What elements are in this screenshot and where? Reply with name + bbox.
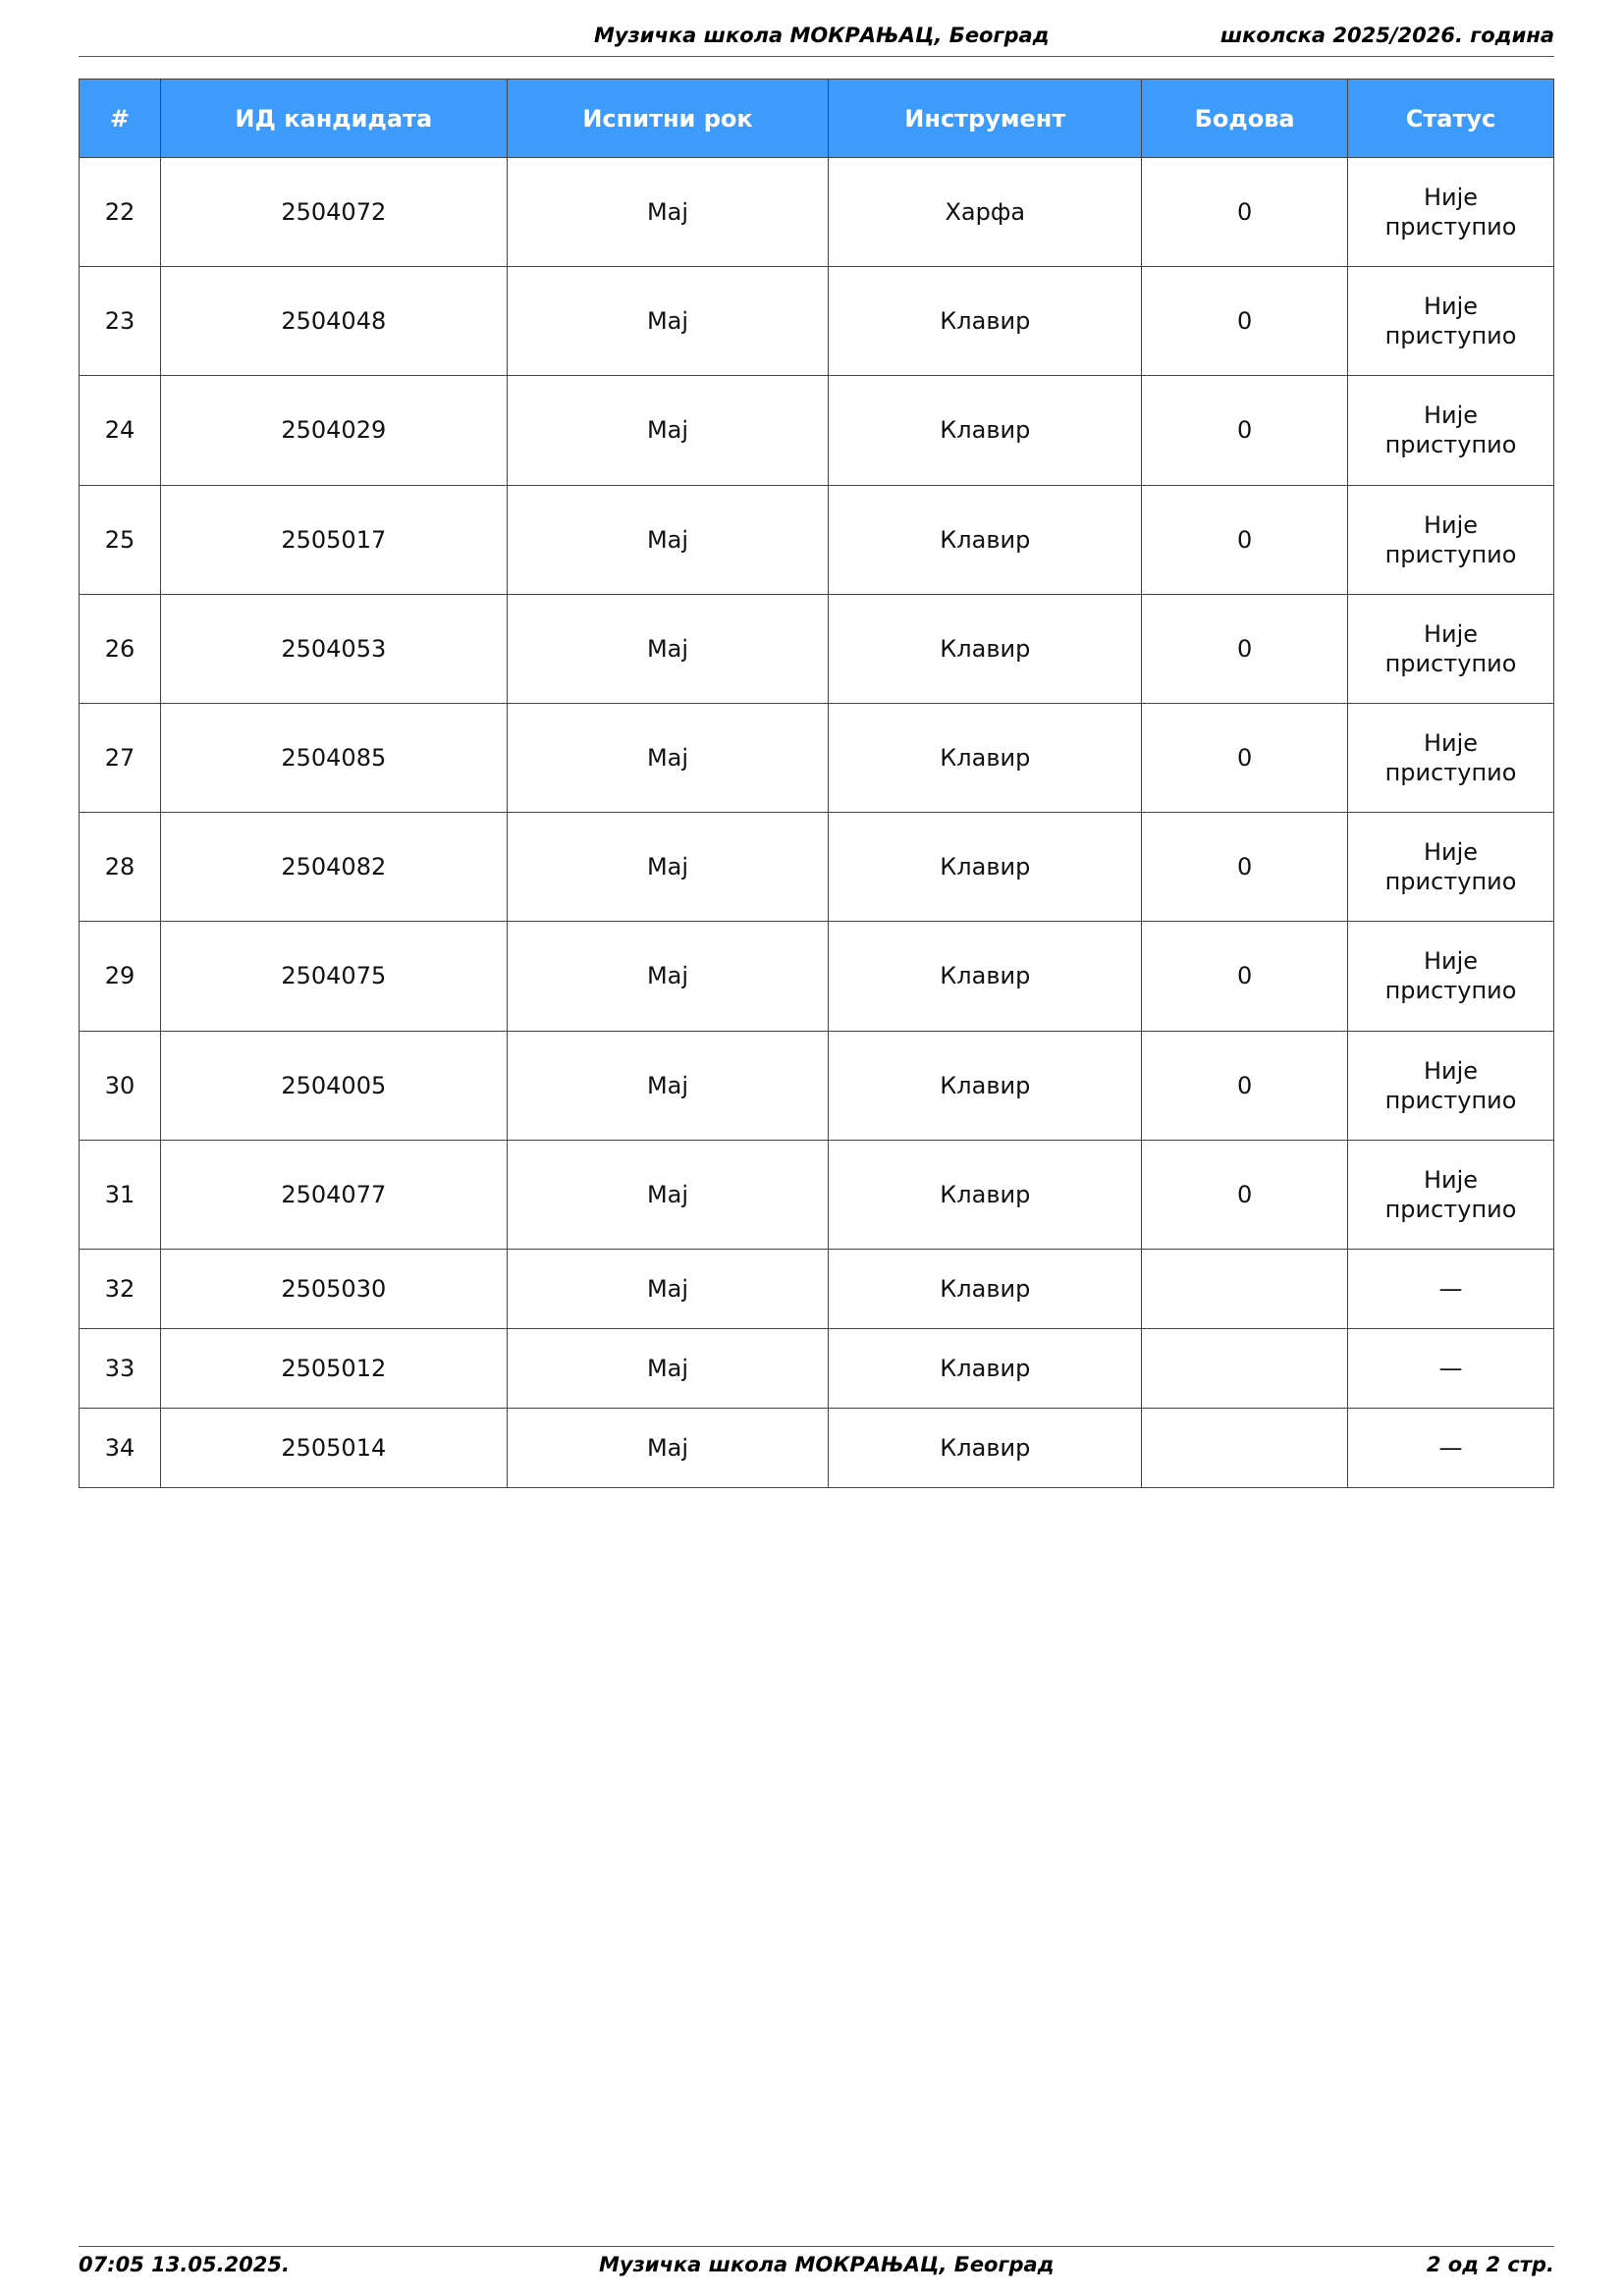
cell-points [1142, 1408, 1348, 1487]
header-school-name: Музичка школа МОКРАЊАЦ, Београд [594, 24, 1050, 47]
cell-instrument: Клавир [829, 1408, 1142, 1487]
cell-number: 32 [80, 1249, 161, 1328]
cell-points [1142, 1249, 1348, 1328]
cell-status [1348, 1249, 1554, 1328]
page-footer [79, 2246, 1554, 2285]
status-text: Није [1423, 619, 1479, 648]
cell-number: 25 [80, 485, 161, 594]
cell-status [1348, 594, 1554, 703]
cell-exam-term: Мај [507, 1408, 829, 1487]
cell-candidate-id: 2504085 [160, 703, 507, 812]
cell-instrument: Клавир [829, 1328, 1142, 1408]
table-row [80, 1328, 1554, 1408]
cell-candidate-id: 2505014 [160, 1408, 507, 1487]
status-text: Није [1423, 510, 1479, 539]
cell-points: 0 [1142, 1031, 1348, 1140]
page-header [79, 22, 1554, 57]
cell-instrument: Клавир [829, 813, 1142, 922]
table-header [80, 80, 1554, 158]
column-header-exam-term: Испитни рок [507, 80, 829, 158]
footer-page-number: 2 од 2 стр. [1426, 2253, 1554, 2276]
cell-candidate-id: 2505017 [160, 485, 507, 594]
cell-exam-term: Мај [507, 813, 829, 922]
table-row [80, 1031, 1554, 1140]
cell-number: 30 [80, 1031, 161, 1140]
table-row [80, 1140, 1554, 1249]
cell-status [1348, 158, 1554, 267]
header-school-year: школска 2025/2026. година [1219, 24, 1554, 47]
cell-number: 28 [80, 813, 161, 922]
cell-points: 0 [1142, 703, 1348, 812]
cell-exam-term: Мај [507, 1328, 829, 1408]
cell-number: 34 [80, 1408, 161, 1487]
cell-exam-term: Мај [507, 1249, 829, 1328]
status-text: — [1438, 1354, 1463, 1382]
column-header-number: # [80, 80, 161, 158]
cell-status [1348, 376, 1554, 485]
status-text: приступио [1384, 431, 1517, 459]
table-row [80, 376, 1554, 485]
cell-instrument: Клавир [829, 922, 1142, 1031]
table-row [80, 813, 1554, 922]
cell-points: 0 [1142, 922, 1348, 1031]
cell-exam-term: Мај [507, 376, 829, 485]
status-text: приступио [1384, 1195, 1517, 1223]
cell-instrument: Клавир [829, 267, 1142, 376]
cell-exam-term: Мај [507, 267, 829, 376]
cell-instrument: Клавир [829, 703, 1142, 812]
cell-status [1348, 703, 1554, 812]
status-text: Није [1423, 838, 1479, 867]
column-header-status: Статус [1348, 80, 1554, 158]
status-text: приступио [1384, 759, 1517, 787]
cell-candidate-id: 2505030 [160, 1249, 507, 1328]
cell-points [1142, 1328, 1348, 1408]
cell-instrument: Клавир [829, 376, 1142, 485]
status-text: Није [1423, 184, 1479, 212]
table-row [80, 485, 1554, 594]
cell-candidate-id: 2504005 [160, 1031, 507, 1140]
cell-instrument: Клавир [829, 1031, 1142, 1140]
cell-instrument: Харфа [829, 158, 1142, 267]
cell-status [1348, 485, 1554, 594]
cell-points: 0 [1142, 594, 1348, 703]
cell-exam-term: Мај [507, 1031, 829, 1140]
cell-number: 22 [80, 158, 161, 267]
cell-candidate-id: 2504082 [160, 813, 507, 922]
table-row [80, 703, 1554, 812]
results-table [79, 79, 1554, 1488]
cell-candidate-id: 2505012 [160, 1328, 507, 1408]
status-text: Није [1423, 401, 1479, 430]
cell-status [1348, 267, 1554, 376]
column-header-candidate-id: ИД кандидата [160, 80, 507, 158]
cell-number: 23 [80, 267, 161, 376]
cell-exam-term: Мај [507, 922, 829, 1031]
cell-status [1348, 1328, 1554, 1408]
cell-exam-term: Мај [507, 703, 829, 812]
status-text: приступио [1384, 868, 1517, 896]
cell-candidate-id: 2504072 [160, 158, 507, 267]
status-text: приступио [1384, 213, 1517, 241]
column-header-instrument: Инструмент [829, 80, 1142, 158]
cell-candidate-id: 2504077 [160, 1140, 507, 1249]
cell-points: 0 [1142, 158, 1348, 267]
status-text: приступио [1384, 322, 1517, 350]
cell-instrument: Клавир [829, 1140, 1142, 1249]
status-text: — [1438, 1433, 1463, 1462]
status-text: Није [1423, 947, 1479, 976]
cell-instrument: Клавир [829, 594, 1142, 703]
cell-candidate-id: 2504048 [160, 267, 507, 376]
cell-points: 0 [1142, 267, 1348, 376]
cell-instrument: Клавир [829, 485, 1142, 594]
status-text: приступио [1384, 649, 1517, 677]
status-text: Није [1423, 1056, 1479, 1085]
cell-exam-term: Мај [507, 158, 829, 267]
cell-status [1348, 1031, 1554, 1140]
cell-exam-term: Мај [507, 594, 829, 703]
cell-status [1348, 813, 1554, 922]
table-row [80, 1249, 1554, 1328]
cell-number: 29 [80, 922, 161, 1031]
cell-number: 26 [80, 594, 161, 703]
column-header-points: Бодова [1142, 80, 1348, 158]
cell-status [1348, 922, 1554, 1031]
status-text: приступио [1384, 1086, 1517, 1114]
status-text: — [1438, 1274, 1463, 1303]
table-row [80, 1408, 1554, 1487]
table-body [80, 158, 1554, 1488]
status-text: Није [1423, 293, 1479, 321]
table-row [80, 922, 1554, 1031]
cell-number: 31 [80, 1140, 161, 1249]
status-text: приступио [1384, 540, 1517, 568]
cell-candidate-id: 2504029 [160, 376, 507, 485]
table-row [80, 158, 1554, 267]
status-text: Није [1423, 1165, 1479, 1194]
status-text: приступио [1384, 977, 1517, 1005]
cell-points: 0 [1142, 1140, 1348, 1249]
footer-school-name: Музичка школа МОКРАЊАЦ, Београд [599, 2253, 1055, 2276]
table-row [80, 267, 1554, 376]
cell-exam-term: Мај [507, 1140, 829, 1249]
cell-number: 33 [80, 1328, 161, 1408]
cell-exam-term: Мај [507, 485, 829, 594]
cell-status [1348, 1408, 1554, 1487]
footer-timestamp: 07:05 13.05.2025. [79, 2253, 290, 2276]
cell-number: 24 [80, 376, 161, 485]
cell-instrument: Клавир [829, 1249, 1142, 1328]
table-row [80, 594, 1554, 703]
cell-candidate-id: 2504075 [160, 922, 507, 1031]
status-text: Није [1423, 729, 1479, 758]
cell-number: 27 [80, 703, 161, 812]
cell-points: 0 [1142, 485, 1348, 594]
cell-points: 0 [1142, 376, 1348, 485]
cell-candidate-id: 2504053 [160, 594, 507, 703]
cell-status [1348, 1140, 1554, 1249]
cell-points: 0 [1142, 813, 1348, 922]
